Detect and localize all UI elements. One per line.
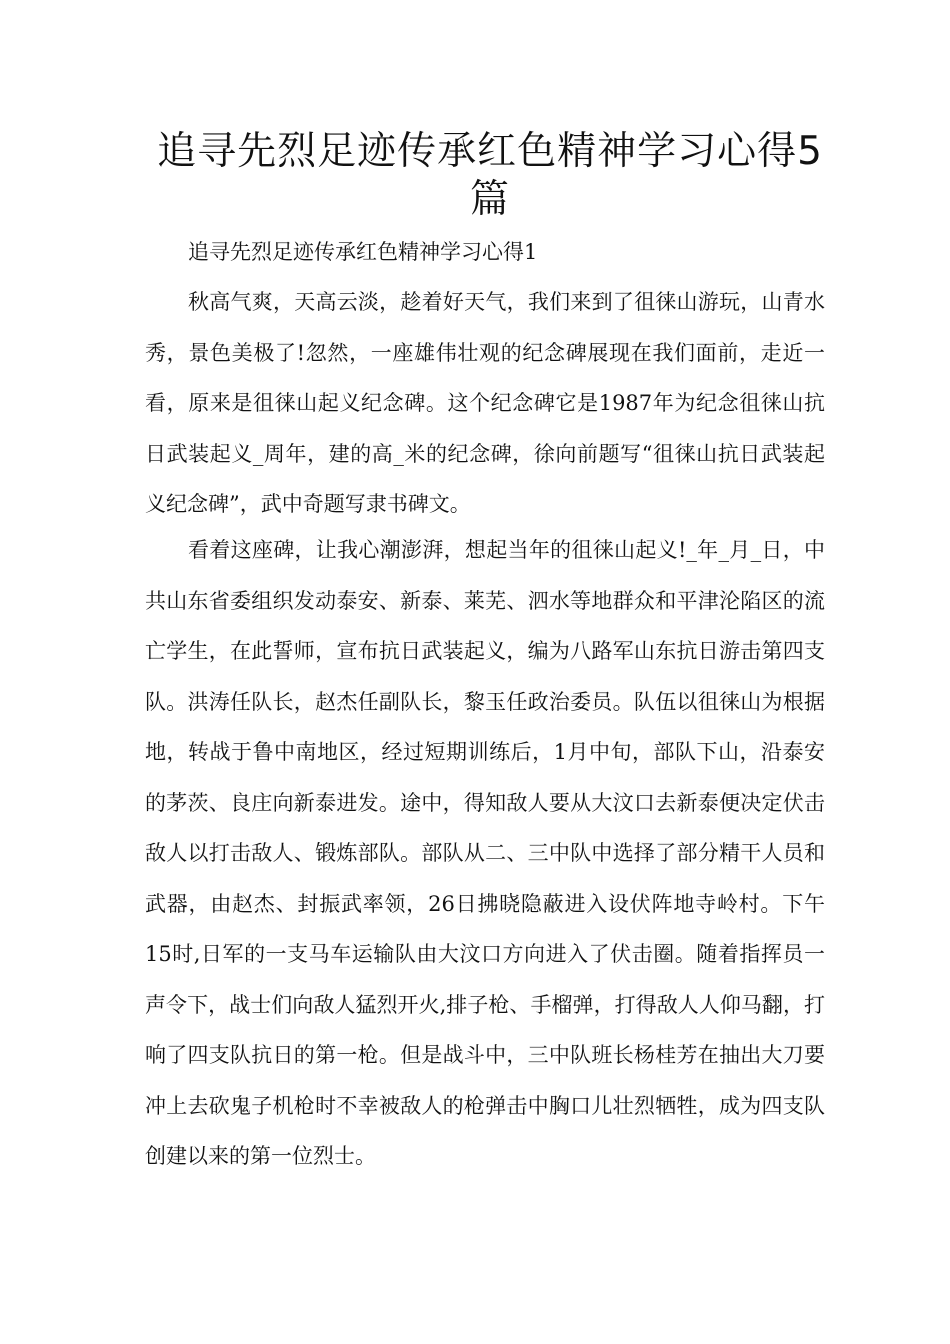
section-heading: 追寻先烈足迹传承红色精神学习心得1 xyxy=(188,240,538,264)
body-paragraph: 看着这座碑，让我心潮澎湃，想起当年的徂徕山起义!_年_月_日，中共山东省委组织发动泰安、新泰、莱芜、泗水等地群众和平津沦陷区的流亡学生，在此誓师，宣布抗日武装起义，编为八路军山东抗日游击第四支队。洪涛任队长，赵杰任副队长，黎玉任政治委员。队伍以徂徕山为根据地，转战于鲁中南地区，经过短期训练后，1月中旬，部队下山，沿泰安的茅茨、良庄向新泰进发。途中，得知敌人要从大汶口去新泰便决定伏击敌人以打击敌人、锻炼部队。部队从二、三中队中选择了部分精干人员和武器，由赵杰、封振武率领，26日拂晓隐蔽进入设伏阵地寺岭村。下午15时,日军的一支马车运输队由大汶口方向进入了伏击圈。随着指挥员一声令下，战士们向敌人猛烈开火,排子枪、手榴弹，打得敌人人仰马翻，打响了四支队抗日的第一枪。但是战斗中，三中队班长杨桂芳在抽出大刀要冲上去砍鬼子机枪时不幸被敌人的枪弹击中胸口儿壮烈牺牲，成为四支队创建以来的第一位烈士。 xyxy=(145,538,825,1168)
document-title: 追寻先烈足迹传承红色精神学习心得5篇 xyxy=(157,129,823,222)
body-paragraph: 秋高气爽，天高云淡，趁着好天气，我们来到了徂徕山游玩，山青水秀，景色美极了!忽然，一座雄伟壮观的纪念碑展现在我们面前，走近一看，原来是徂徕山起义纪念碑。这个纪念碑它是1987年为纪念徂徕山抗日武装起义_周年，建的高_米的纪念碑，徐向前题写“徂徕山抗日武装起义纪念碑”，武中奇题写隶书碑文。 xyxy=(145,290,825,516)
